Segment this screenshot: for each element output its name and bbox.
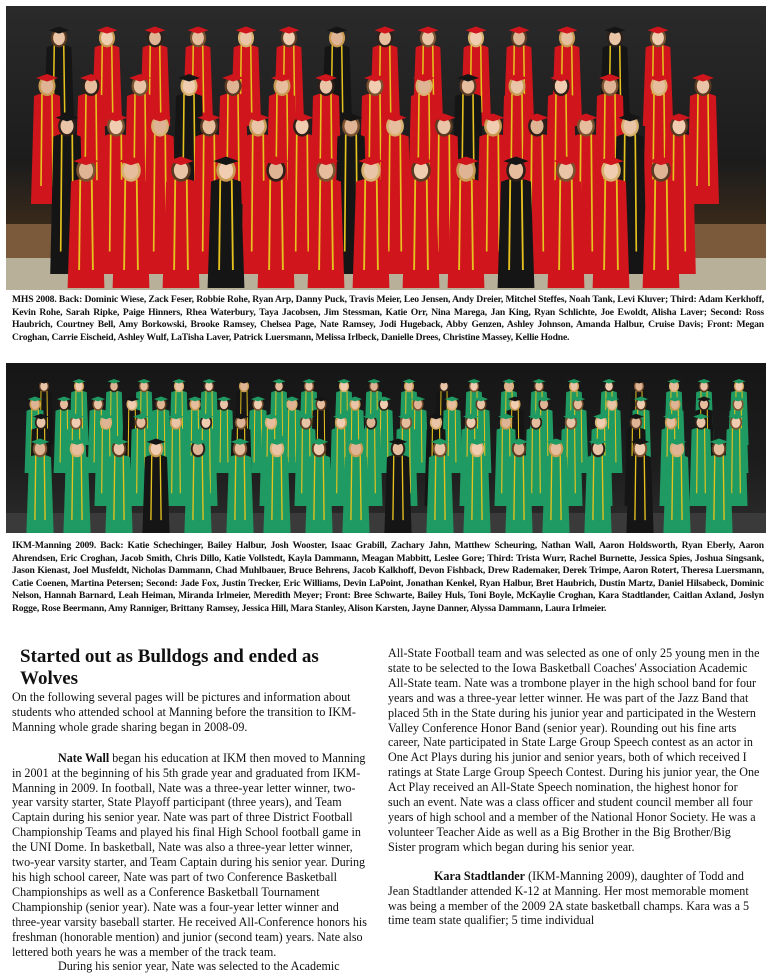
nate-wall-name: Nate Wall — [58, 750, 110, 765]
article-left-column — [12, 646, 370, 974]
ikm-manning-2009-caption: IKM-Manning 2009. Back: Katie Schechinger, Bailey Halbur, Josh Wooster, Isaac Grabill, Zachary Jahn, Matthew Scheuring, Nathan Wall, Aaron Holdsworth, Ryan Eberly, Aaron Ahrendsen, Eric Croghan, Jacob Smith, Chris Dillo, Katie Vollstedt, Kayla Dammann, Meagan Mabbitt, Leslee Gore; Third: Trista Wurr, Rachel Burnette, Jessica Spies, Joshua Singsank, Jason Kienast, Joel Musfeldt, Nicholas Dammann, Chad Muhlbauer, Bruce Behrens, Jacob Kalkhoff, Devon Fishback, Drew Rademaker, Derek Trimpe, Aaron Rotert, Theresa Luersmann, Catie Coenen, Martina Petersen; Second: Jade Fox, Justin Trecker, Eric Williams, Devin LaPoint, Jonathan Kenkel, Ryan Halbur, Bret Haubrich, Dustin Martz, Daniel Hilsabeck, Dominic Nelson, Hannah Barnard, Leah Heiman, Miranda Irlmeier, Meredith Meyer; Front: Bree Schwarte, Bailey Huls, Toni Boyle, McKaylie Croghan, Kara Stadtlander, Caitlan Axland, Joslyn Rogge, Rose Beermann, Amy Ranniger, Brittany Ramsey, Jessica Hill, Mara Stanley, Alison Karsten, Jayne Danner, Alyssa Dammann, Laura Irlmeier. — [12, 540, 764, 614]
nate-wall-senior-paragraph: During his senior year, Nate was selected to the Academic — [58, 959, 340, 974]
kara-stadtlander-text: (IKM-Manning 2009), daughter of Todd and Jean Stadtlander attended K-12 at Manning. Her most memorable moment was being a member of the 2009 2A state basketball champs. Kara was a 5 time team state qualifier; 5 time individual — [388, 868, 750, 928]
nate-wall-text: began his education at IKM then moved to Manning in 2001 at the beginning of his 5th grade year and graduated from IKM-Manning in 2009. In football, Nate was a three-year letter winner, two-year varsity starter, State Playoff participant (three years), and Team Captain during his senior year. Nate was part of three District Football Championship Teams and played his final High School football game in the UNI Dome. In basketball, Nate was also a three-year letter winner, two-year varsity starter, and Team Captain during his senior year. During his high school career, Nate was part of two Conference Basketball Championships as well as a Conference Basketball Tournament Championship (senior year). Nate was a four-year letter winner and three-year varsity baseball starter. He received All-Conference honors his freshman (honorable mention) and junior (second team) years. Nate also lettered both years he was a member of the track team. — [12, 750, 367, 959]
kara-stadtlander-paragraph — [388, 869, 760, 929]
ikm-2009-photo-figures — [6, 363, 766, 533]
mhs-2008-photo-figures — [6, 6, 766, 290]
kara-stadtlander-name: Kara Stadtlander — [434, 868, 526, 883]
nate-wall-paragraph — [12, 751, 370, 960]
article-right-column — [388, 646, 760, 928]
mhs-2008-class-photo — [6, 6, 766, 290]
nate-wall-continued: All-State Football team and was selected as one of only 25 young men in the state to be selected to the Iowa Basketball Coaches' Association Academic All-State team. Nate was a trombone player in the high school band for four years and was a three-year letter winner. He was part of the Jazz Band that placed 5th in the State during his junior year and participated in the Western Valley Conference Honor Band (senior year). Rounding out his fine arts career, Nate participated in State Large Group Speech contest as an actor in One Act Plays during his junior and senior years, both of which received I ratings at State Large Group Speech Contest. During his junior year, the One Act Play received an All-State Speech nomination, the highest honor for such an event. Nate was a class officer and student council member all four years of high school and a member of the National Honor Society. He was a volunteer Teacher Aide as well as a Big Brother in the Big Brother/Big Sister program which began during his senior year. — [388, 646, 760, 854]
mhs-2008-caption: MHS 2008. Back: Dominic Wiese, Zack Feser, Robbie Rohe, Ryan Arp, Danny Puck, Travis Meier, Leo Jensen, Andy Dreier, Mitchel Steffes, Noah Tank, Levi Kluver; Third: Adam Kerkhoff, Kevin Rohe, Sarah Ripke, Paige Hinners, Rhea Waterbury, Taya Jacobsen, Jim Stessman, Katie Orr, Nina Marega, Jan King, Ryan Schlichte, Joe Ewoldt, Alisha Laver; Second: Ross Haubrich, Courtney Bell, Amy Borkowski, Brooke Ramsey, Chelsea Page, Nate Ramsey, Jodi Hugeback, Abby Genzen, Ashley Johnson, Amanda Halbur, Cruise Davis; Front: Megan Croghan, Carrie Eischeid, Ashley Wulf, LaTisha Laver, Patrick Luersmann, Melissa Irlbeck, Danielle Drees, Christine Massey, Kellie Hodne. — [12, 294, 764, 343]
ikm-manning-2009-class-photo — [6, 363, 766, 533]
article-title: Started out as Bulldogs and ended as Wolves — [20, 646, 319, 689]
article-intro: On the following several pages will be pictures and information about students who attended school at Manning before the transition to IKM-Manning whole grade sharing began in 2008-09. — [12, 690, 356, 734]
